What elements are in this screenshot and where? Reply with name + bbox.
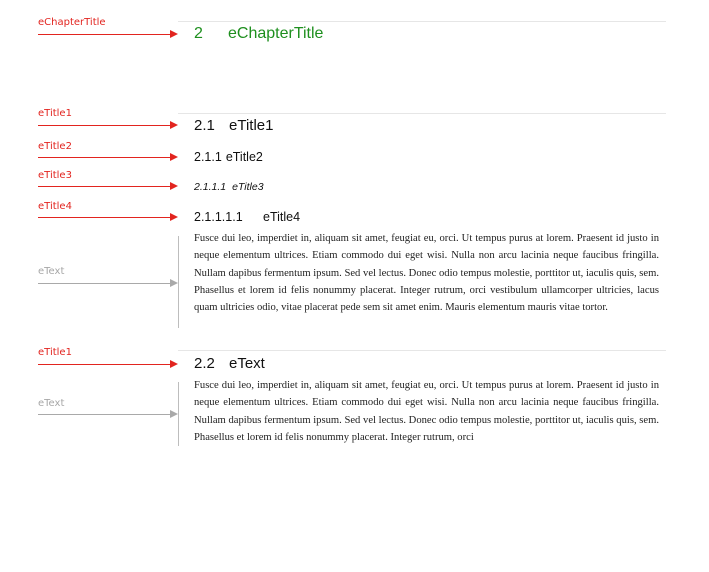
arrow-shaft: [38, 157, 170, 158]
chapter-number: 2: [194, 25, 203, 42]
label-etitle4: eTitle4: [38, 201, 72, 212]
text-block-bar: [178, 236, 179, 328]
arrow-etitle1-second: [38, 360, 178, 369]
arrow-head-icon: [170, 153, 178, 161]
label-etext: eText: [38, 266, 65, 277]
arrow-head-icon: [170, 121, 178, 129]
arrow-head-icon: [170, 360, 178, 368]
paragraph-heading-2-1-1-1-1: [194, 210, 300, 225]
subsubsection-title: eTitle3: [232, 181, 264, 193]
arrow-shaft: [38, 125, 170, 126]
arrow-shaft: [38, 414, 170, 415]
body-paragraph: Fusce dui leo, imperdiet in, aliquam sit amet, feugiat eu, orci. Ut tempus purus at lorem. Praesent id justo in neque elementum ultrices. Etiam commodo dui eget wisi. Nulla non arcu lacinia neque faucibus fringilla. Nullam dapibus fermentum ipsum. Sed vel lectus. Donec odio tempus molestie, porttitor ut, iaculis quis, sem. Phasellus et lorem id felis nonummy placerat. Integer rutrum, orci vestibulum ullamcorper ultricies, lacus quam ultricies odio, vitae placerat pede sem sit amet enim. Mauris elementum mauris vitae tortor.: [194, 233, 659, 314]
arrow-etext: [38, 279, 178, 288]
section-title: eTitle1: [229, 117, 274, 134]
chapter-heading: [194, 24, 323, 44]
arrow-shaft: [38, 186, 170, 187]
arrow-head-icon: [170, 279, 178, 287]
divider-chapter: [178, 21, 666, 22]
subsection-number: 2.1.1: [194, 150, 222, 164]
subsection-title: eTitle2: [225, 150, 263, 164]
label-etitle3: eTitle3: [38, 170, 72, 181]
label-etext-second: eText: [38, 398, 65, 409]
arrow-head-icon: [170, 30, 178, 38]
arrow-shaft: [38, 217, 170, 218]
arrow-etitle3: [38, 182, 178, 191]
arrow-etext-second: [38, 410, 178, 419]
arrow-shaft: [38, 364, 170, 365]
paragraph-heading-number: 2.1.1.1.1: [194, 210, 243, 224]
arrow-etitle4: [38, 213, 178, 222]
section-heading-2-1: [194, 117, 273, 135]
label-etitle2: eTitle2: [38, 141, 72, 152]
section-number: 2.2: [194, 355, 215, 372]
paragraph-heading-title: eTitle4: [263, 210, 301, 224]
arrow-shaft: [38, 283, 170, 284]
subsection-heading-2-1-1: [194, 150, 263, 165]
chapter-title: eChapterTitle: [228, 25, 324, 42]
arrow-head-icon: [170, 213, 178, 221]
section-heading-2-2: [194, 355, 265, 373]
arrow-head-icon: [170, 410, 178, 418]
subsubsection-number: 2.1.1.1: [194, 181, 227, 193]
body-paragraph-second: Fusce dui leo, imperdiet in, aliquam sit amet, feugiat eu, orci. Ut tempus purus at lorem. Praesent id justo in neque elementum ultrices. Etiam commodo dui eget wisi. Nulla non arcu lacinia neque faucibus fringilla. Nullam dapibus fermentum ipsum. Sed vel lectus. Donec odio tempus molestie, porttitor ut, iaculis quis, sem. Phasellus et lorem id felis nonummy placerat. Integer rutrum, orci: [194, 380, 659, 443]
arrow-shaft: [38, 34, 170, 35]
subsubsection-heading-2-1-1-1: [194, 181, 264, 194]
arrow-head-icon: [170, 182, 178, 190]
arrow-etitle1: [38, 121, 178, 130]
arrow-etitle2: [38, 153, 178, 162]
label-echaptertitle: eChapterTitle: [38, 17, 106, 28]
divider-section-1: [178, 113, 666, 114]
section-title: eText: [229, 355, 265, 372]
section-number: 2.1: [194, 117, 215, 134]
label-etitle1-second: eTitle1: [38, 347, 72, 358]
arrow-echaptertitle: [38, 30, 178, 39]
divider-section-2: [178, 350, 666, 351]
label-etitle1: eTitle1: [38, 108, 72, 119]
text-block-bar: [178, 382, 179, 446]
